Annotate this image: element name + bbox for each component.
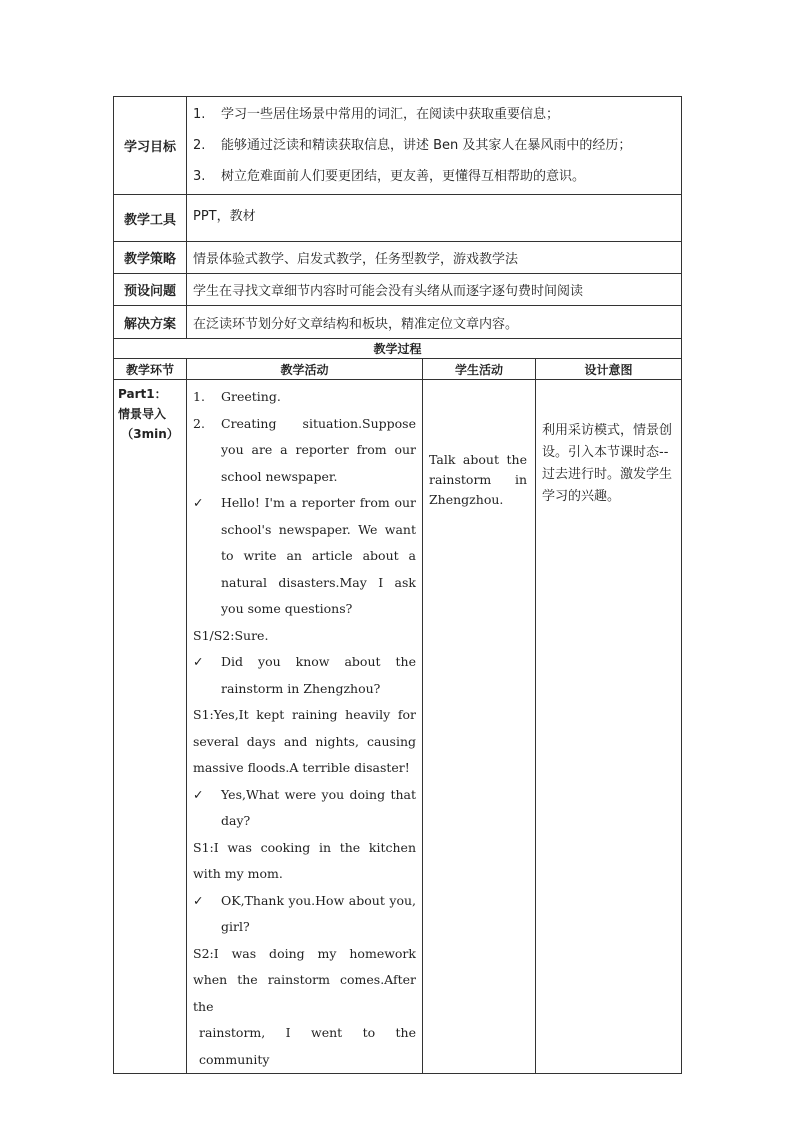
problems-row: [114, 274, 682, 306]
process-title-row: [114, 339, 682, 359]
tools-label: 教学工具: [114, 195, 187, 242]
column-header-student: 学生活动: [423, 359, 536, 380]
part1-activities: [187, 380, 423, 1074]
activity-line: S1:Yes,It kept raining heavily for several days and nights, causing massive floods.A terrible disaster!: [193, 707, 416, 775]
activity-item: ✓ Yes,What were you doing that day?: [193, 782, 416, 835]
part1-row: [114, 380, 682, 1074]
problems-label: 预设问题: [114, 274, 187, 306]
solutions-label: 解决方案: [114, 306, 187, 339]
part1-name: Part1：: [118, 387, 167, 401]
activity-item: ✓ OK,Thank you.How about you, girl?: [193, 888, 416, 941]
objectives-row: [114, 97, 682, 195]
objective-item: 2. 能够通过泛读和精读获取信息，讲述 Ben 及其家人在暴风雨中的经历；: [193, 138, 632, 153]
objective-item: 1. 学习一些居住场景中常用的词汇，在阅读中获取重要信息；: [193, 107, 560, 122]
check-icon: ✓: [193, 892, 204, 908]
part1-sub: 情景导入: [118, 407, 167, 421]
strategy-row: [114, 242, 682, 274]
activity-line: S1:I was cooking in the kitchen with my mom.: [193, 839, 416, 881]
activity-item: ✓ Did you know about the rainstorm in Zhengzhou?: [193, 649, 416, 702]
objective-item: 3. 树立危难面前人们要更团结，更友善，更懂得互相帮助的意识。: [193, 169, 586, 184]
part1-stage: [114, 380, 187, 1074]
problems-text: 学生在寻找文章细节内容时可能会没有头绪从而逐字逐句费时间阅读: [187, 274, 682, 306]
activity-item: 2. Creating situation.Suppose you are a reporter from our school newspaper.: [193, 415, 416, 484]
activity-line: S1/S2:Sure.: [193, 627, 269, 643]
activity-item: ✓ Hello! I'm a reporter from our school's newspaper. We want to write an article about a natural disasters.May I ask you some questions?: [193, 490, 416, 623]
activity-line: S2:I was doing my homework when the rainstorm comes.After the: [193, 945, 416, 1014]
solutions-text: 在泛读环节划分好文章结构和板块，精准定位文章内容。: [187, 306, 682, 339]
check-icon: ✓: [193, 654, 204, 669]
check-icon: ✓: [193, 495, 204, 510]
part1-student-activity: Talk about the rainstorm in Zhengzhou.: [423, 380, 536, 1074]
activity-line: rainstorm, I went to the community: [199, 1025, 416, 1067]
lesson-plan-table: [113, 96, 682, 1074]
column-header-stage: 教学环节: [114, 359, 187, 380]
process-header-row: [114, 359, 682, 380]
tools-text: PPT，教材: [187, 195, 682, 242]
part1-time: （3min）: [121, 427, 179, 441]
process-title: 教学过程: [114, 339, 682, 359]
part1-design-intent: 利用采访模式，情景创设。引入本节课时态--过去进行时。激发学生学习的兴趣。: [536, 380, 682, 1074]
objectives-label: 学习目标: [114, 97, 187, 195]
solutions-row: [114, 306, 682, 339]
column-header-intent: 设计意图: [536, 359, 682, 380]
objectives-list: [187, 97, 682, 195]
check-icon: ✓: [193, 786, 204, 802]
activity-item: 1. Greeting.: [193, 389, 281, 404]
tools-row: [114, 195, 682, 242]
column-header-activity: 教学活动: [187, 359, 423, 380]
strategy-text: 情景体验式教学、启发式教学，任务型教学，游戏教学法: [187, 242, 682, 274]
strategy-label: 教学策略: [114, 242, 187, 274]
